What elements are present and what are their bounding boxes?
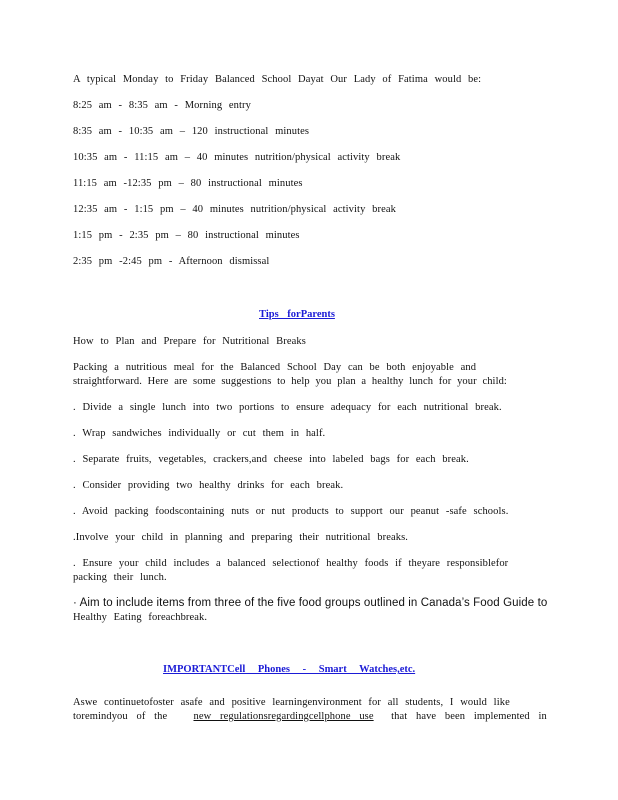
tip-item: . Wrap sandwiches individually or cut them in half.: [73, 428, 326, 439]
tips-heading: Tips forParents: [259, 309, 335, 320]
tip-item: . Separate fruits, vegetables, crackers,and cheese into labeled bags for each break.: [73, 454, 469, 465]
important-paragraph: Aswe continuetofoster asafe and positive learningenvironment for all students, I would like: [73, 697, 510, 708]
tip-item: . Divide a single lunch into two portions to ensure adequacy for each nutritional break.: [73, 402, 502, 413]
important-paragraph: [73, 710, 547, 723]
schedule-row: 11:15 am -12:35 pm – 80 instructional minutes: [73, 178, 303, 189]
schedule-row: 2:35 pm -2:45 pm - Afternoon dismissal: [73, 256, 270, 267]
important-text: toremindyou of the: [73, 711, 168, 722]
important-text: that have been implemented in: [391, 711, 547, 722]
schedule-row: 1:15 pm - 2:35 pm – 80 instructional minutes: [73, 230, 300, 241]
schedule-row: 8:25 am - 8:35 am - Morning entry: [73, 100, 251, 111]
tip-item: · Aim to include items from three of the five food groups outlined in Canada’s Food Guide to: [73, 597, 548, 609]
tip-item: . Consider providing two healthy drinks for each break.: [73, 480, 344, 491]
important-heading: IMPORTANTCell Phones - Smart Watches,etc.: [163, 664, 416, 675]
tip-item: .Involve your child in planning and preparing their nutritional breaks.: [73, 532, 408, 543]
tips-intro: straightforward. Here are some suggestions to help you plan a healthy lunch for your child:: [73, 376, 507, 387]
schedule-row: 8:35 am - 10:35 am – 120 instructional minutes: [73, 126, 310, 137]
tip-item: . Avoid packing foodscontaining nuts or nut products to support our peanut -safe schools.: [73, 506, 509, 517]
tip-item: Healthy Eating foreachbreak.: [73, 612, 208, 623]
schedule-row: 10:35 am - 11:15 am – 40 minutes nutrition/physical activity break: [73, 152, 401, 163]
schedule-intro: A typical Monday to Friday Balanced School Dayat Our Lady of Fatima would be:: [73, 74, 482, 85]
regulations-link[interactable]: new regulationsregardingcellphone use: [193, 711, 374, 722]
schedule-row: 12:35 am - 1:15 pm – 40 minutes nutrition/physical activity break: [73, 204, 396, 215]
tip-item: packing their lunch.: [73, 572, 167, 583]
tip-item: . Ensure your child includes a balanced selectionof healthy foods if theyare responsiblefor: [73, 558, 509, 569]
tips-subheading: How to Plan and Prepare for Nutritional Breaks: [73, 336, 306, 347]
tips-intro: Packing a nutritious meal for the Balanced School Day can be both enjoyable and: [73, 362, 477, 373]
